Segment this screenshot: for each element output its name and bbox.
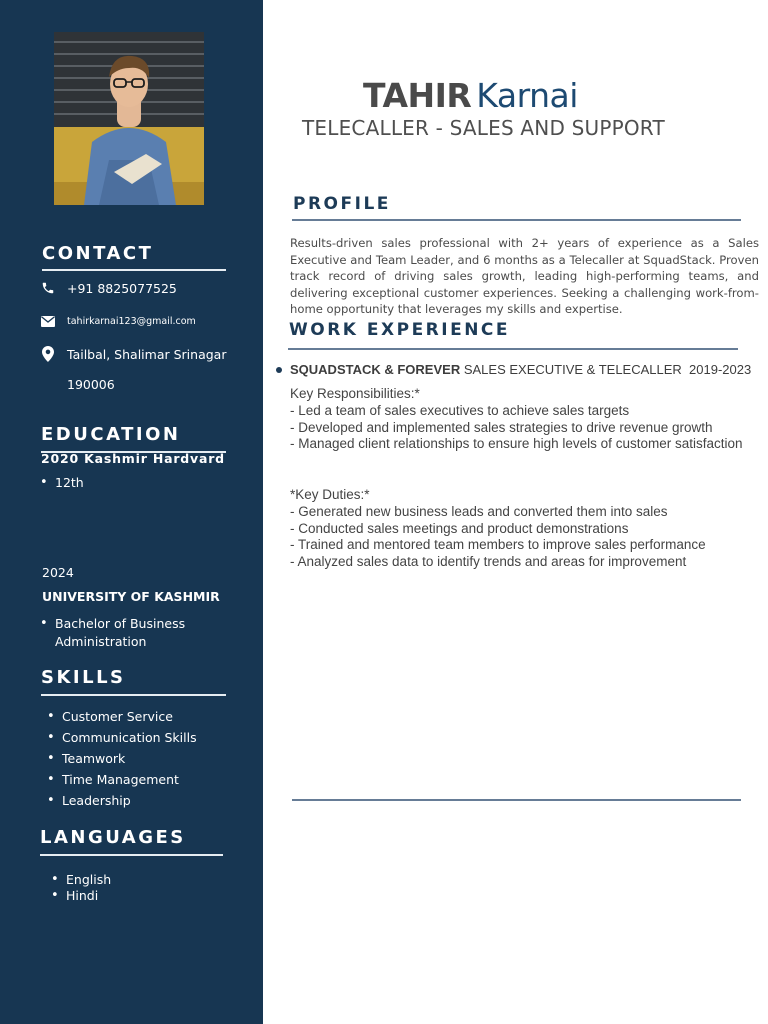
- responsibility-item: - Developed and implemented sales strategies to drive revenue growth: [290, 419, 713, 435]
- full-name: [363, 76, 578, 115]
- sidebar: [0, 0, 263, 1024]
- contact-email: [40, 313, 196, 329]
- first-name: TAHIR: [363, 76, 472, 115]
- list-item: • Bachelor of Business Administration: [36, 615, 226, 651]
- languages-divider: [40, 854, 223, 856]
- contact-divider: [42, 269, 226, 271]
- profile-photo: [54, 32, 204, 205]
- languages-list: [47, 872, 111, 904]
- education-school-1: 2020 Kashmir Hardvard: [41, 451, 225, 466]
- responsibilities-heading: Key Responsibilities:*: [290, 386, 420, 401]
- list-item: • Hindi: [47, 888, 111, 904]
- phone-icon: [40, 280, 56, 296]
- bullet-dot: [276, 367, 282, 373]
- list-item: • Leadership: [43, 790, 197, 811]
- work-experience-heading: WORK EXPERIENCE: [289, 320, 511, 340]
- languages-heading: LANGUAGES: [40, 827, 186, 848]
- address-line-2: 190006: [67, 377, 115, 392]
- job-years: 2019-2023: [689, 362, 752, 377]
- address-line-1: Tailbal, Shalimar Srinagar: [67, 346, 227, 362]
- bottom-divider: [292, 799, 741, 801]
- last-name: Karnai: [476, 76, 578, 115]
- company-name: SQUADSTACK & FOREVER: [290, 362, 461, 377]
- responsibility-item: - Managed client relationships to ensure high levels of customer satisfaction: [290, 436, 743, 452]
- responsibilities-block: [290, 386, 747, 453]
- education-items-1: [36, 472, 84, 493]
- list-item: • 12th: [36, 472, 84, 493]
- education-school-2: UNIVERSITY OF KASHMIR: [42, 589, 220, 604]
- education-year-2: 2024: [42, 565, 74, 580]
- contact-address: [40, 346, 226, 362]
- profile-heading: PROFILE: [293, 194, 391, 214]
- contact-heading: CONTACT: [42, 243, 154, 264]
- duty-item: - Conducted sales meetings and product demonstrations: [290, 520, 629, 536]
- email-address[interactable]: tahirkarnai123@gmail.com: [67, 315, 196, 327]
- list-item: • Communication Skills: [43, 727, 197, 748]
- list-item: • Time Management: [43, 769, 197, 790]
- job-entry-header: [276, 362, 766, 377]
- education-items-2: [36, 615, 226, 651]
- duty-item: - Analyzed sales data to identify trends and areas for improvement: [290, 554, 687, 570]
- list-item: • Teamwork: [43, 748, 197, 769]
- job-role: SALES EXECUTIVE & TELECALLER: [463, 362, 682, 377]
- duties-heading: *Key Duties:*: [290, 487, 370, 502]
- skills-heading: SKILLS: [41, 667, 126, 688]
- duty-item: - Trained and mentored team members to improve sales performance: [290, 537, 706, 553]
- duties-block: [290, 487, 747, 571]
- skills-list: [43, 706, 197, 811]
- education-heading: EDUCATION: [41, 424, 181, 445]
- contact-phone: [40, 280, 177, 296]
- duty-item: - Generated new business leads and converted them into sales: [290, 503, 668, 519]
- job-title: TELECALLER - SALES AND SUPPORT: [302, 116, 665, 140]
- list-item: • English: [47, 872, 111, 888]
- mail-icon: [40, 313, 56, 329]
- profile-summary: Results-driven sales professional with 2+ years of experience as a Sales Executive and Team Leader, and 6 months as a Telecaller at SquadStack. Proven track record of driving sales growth, leading high-performing teams, and delivering exceptional customer experiences. Seeking a challenging work-from-home opportunity that leverages my skills and expertise.: [290, 236, 759, 317]
- skills-divider: [41, 694, 226, 696]
- profile-divider: [292, 219, 741, 221]
- responsibility-item: - Led a team of sales executives to achieve sales targets: [290, 402, 630, 418]
- work-experience-divider: [288, 348, 738, 350]
- phone-number[interactable]: +91 8825077525: [67, 280, 177, 296]
- location-pin-icon: [40, 346, 56, 362]
- list-item: • Customer Service: [43, 706, 197, 727]
